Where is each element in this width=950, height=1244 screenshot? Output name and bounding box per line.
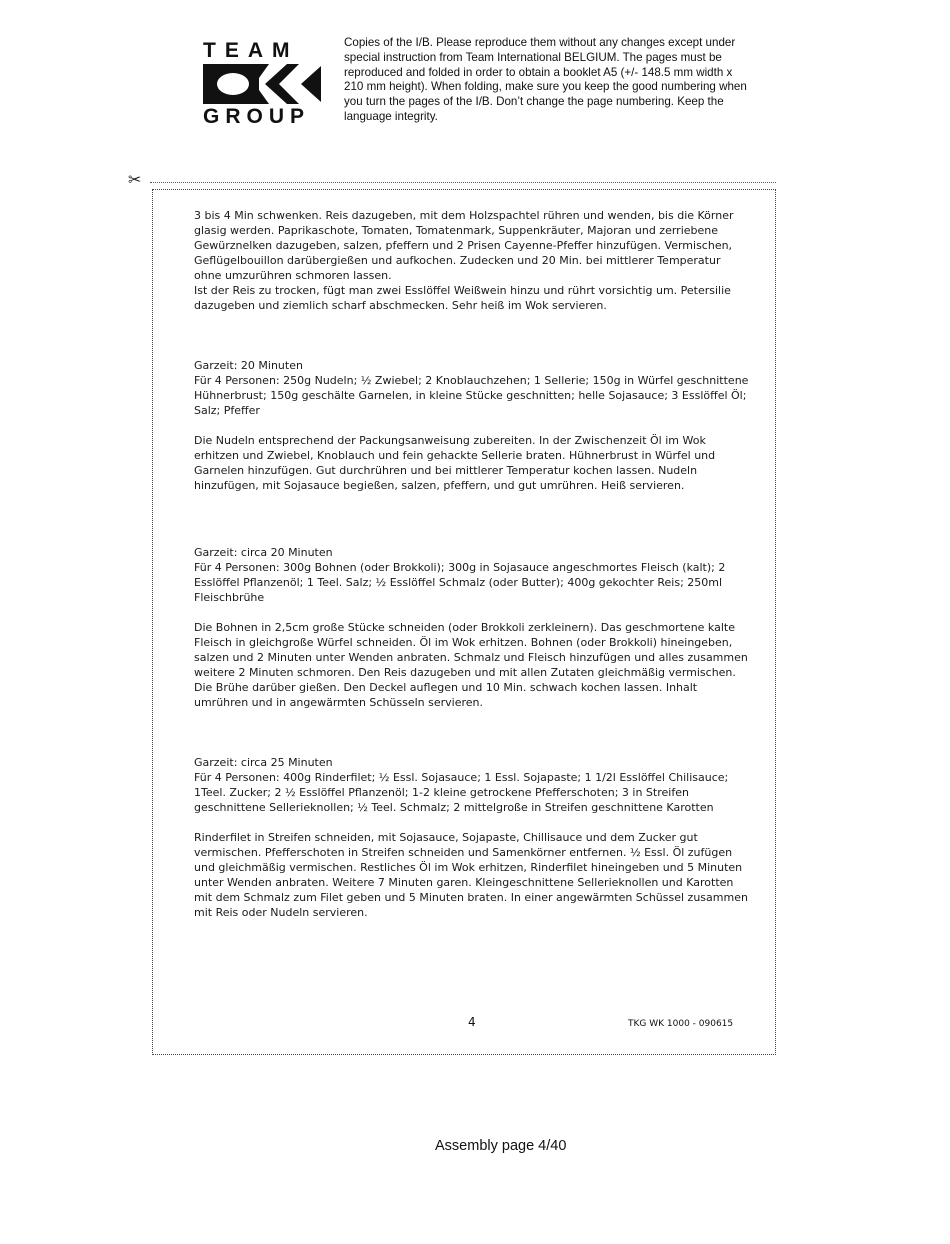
- recipe-1-ingredients: Für 4 Personen: 250g Nudeln; ½ Zwiebel; 2 Knoblauchzehen; 1 Sellerie; 150g in Würfel geschnittene Hühnerbrust; 150g geschälte Garnelen, in kleine Stücke geschnitten; helle Sojasauce; 3 Esslöffel Öl; Salz; Pfeffer: [194, 374, 749, 417]
- recipe-2-time: Garzeit: circa 20 Minuten: [194, 546, 333, 559]
- scissors-icon: ✂: [128, 170, 142, 189]
- logo-bottom-word: GROUP: [203, 105, 311, 128]
- recipe-3-time: Garzeit: circa 25 Minuten: [194, 756, 333, 769]
- logo-ok-mark: [203, 64, 321, 104]
- intro-paragraph: 3 bis 4 Min schwenken. Reis dazugeben, mit dem Holzspachtel rühren und wenden, bis die Körner glasig werden. Paprikaschote, Tomaten, Tomatenmark, Suppenkräuter, Majoran und zerriebene Gewürznelken dazugeben, salzen, pfeffern und 2 Prisen Cayenne-Pfeffer hinzufügen. Vermischen, Geflügelbouillon darübergießen und aufkochen. Zudecken und 20 Min. bei mittlerer Temperatur ohne umzurühren schmoren lassen.: [194, 209, 734, 282]
- recipe-1-time: Garzeit: 20 Minuten: [194, 359, 303, 372]
- model-code: TKG WK 1000 - 090615: [628, 1019, 734, 1029]
- intro-paragraph-2: Ist der Reis zu trocken, fügt man zwei Esslöffel Weißwein hinzu und rührt vorsichtig um. Petersilie dazugeben und ziemlich scharf abschmecken. Sehr heiß im Wok servieren.: [194, 284, 731, 312]
- recipe-2-ingredients: Für 4 Personen: 300g Bohnen (oder Brokkoli); 300g in Sojasauce angeschmortes Fleisch (kalt); 2 Esslöffel Pflanzenöl; 1 Teel. Salz; ½ Esslöffel Schmalz (oder Butter); 400g gekochter Reis; 250ml Fleischbrühe: [194, 561, 726, 604]
- recipe-3-method: Rinderfilet in Streifen schneiden, mit Sojasauce, Sojapaste, Chillisauce und dem Zucker gut vermischen. Pfefferschoten in Streifen schneiden und Samenkörner entfernen. ½ Essl. Öl zufügen und gleichmäßig vermischen. Restliches Öl im Wok erhitzen, Rinderfilet hineingeben und 5 Minuten unter Wenden anbraten. Weitere 7 Minuten garen. Kleingeschnittene Sellerieknollen und Karotten mit dem Schmalz zum Filet geben und 5 Minuten braten. In einer angewärmten Schüssel zusammen mit Reis oder Nudeln servieren.: [194, 831, 748, 919]
- page-number: 4: [468, 1015, 476, 1029]
- recipe-content: [194, 208, 749, 920]
- recipe-2-method: Die Bohnen in 2,5cm große Stücke schneiden (oder Brokkoli zerkleinern). Das geschmortene kalte Fleisch in gleichgroße Würfel schneiden. Öl im Wok erhitzen. Bohnen (oder Brokkoli) hineingeben, salzen und 2 Minuten unter Wenden anbraten. Schmalz und Fleisch hinzufügen und alles zusammen weitere 2 Minuten schmoren. Den Reis dazugeben und mit allen Zutaten gleichmäßig vermischen. Die Brühe darüber gießen. Den Deckel auflegen und 10 Min. schwach kochen lassen. Inhalt umrühren und in angewärmten Schüsseln servieren.: [194, 621, 748, 709]
- recipe-1-method: Die Nudeln entsprechend der Packungsanweisung zubereiten. In der Zwischenzeit Öl im Wok erhitzen und Zwiebel, Knoblauch und fein gehackte Sellerie braten. Hühnerbrust in Würfel und Garnelen hinzufügen. Gut durchrühren und bei mittlerer Temperatur kochen lassen. Nudeln hinzufügen, mit Sojasauce begießen, salzen, pfeffern, und gut umrühren. Heiß servieren.: [194, 434, 716, 492]
- cut-line: [150, 182, 776, 183]
- assembly-page-label: Assembly page 4/40: [435, 1138, 567, 1154]
- recipe-3-ingredients: Für 4 Personen: 400g Rinderfilet; ½ Essl. Sojasauce; 1 Essl. Sojapaste; 1 1/2l Esslöffel Chilisauce; 1Teel. Zucker; 2 ½ Esslöffel Pflanzenöl; 1-2 kleine getrockene Pfefferschoten; 3 in Streifen geschnittene Sellerieknollen; ½ Teel. Schmalz; 2 mittelgroße in Streifen geschnittene Karotten: [194, 771, 729, 814]
- team-group-logo: [203, 40, 321, 128]
- reproduction-notice: Copies of the I/B. Please reproduce them without any changes except under special instruction from Team International BELGIUM. The pages must be reproduced and folded in order to obtain a booklet A5 (+/- 148.5 mm width x 210 mm height). When folding, make sure you keep the good numbering when you turn the pages of the I/B. Don’t change the page numbering. Keep the language integrity.: [344, 36, 747, 123]
- logo-top-word: TEAM: [203, 39, 299, 62]
